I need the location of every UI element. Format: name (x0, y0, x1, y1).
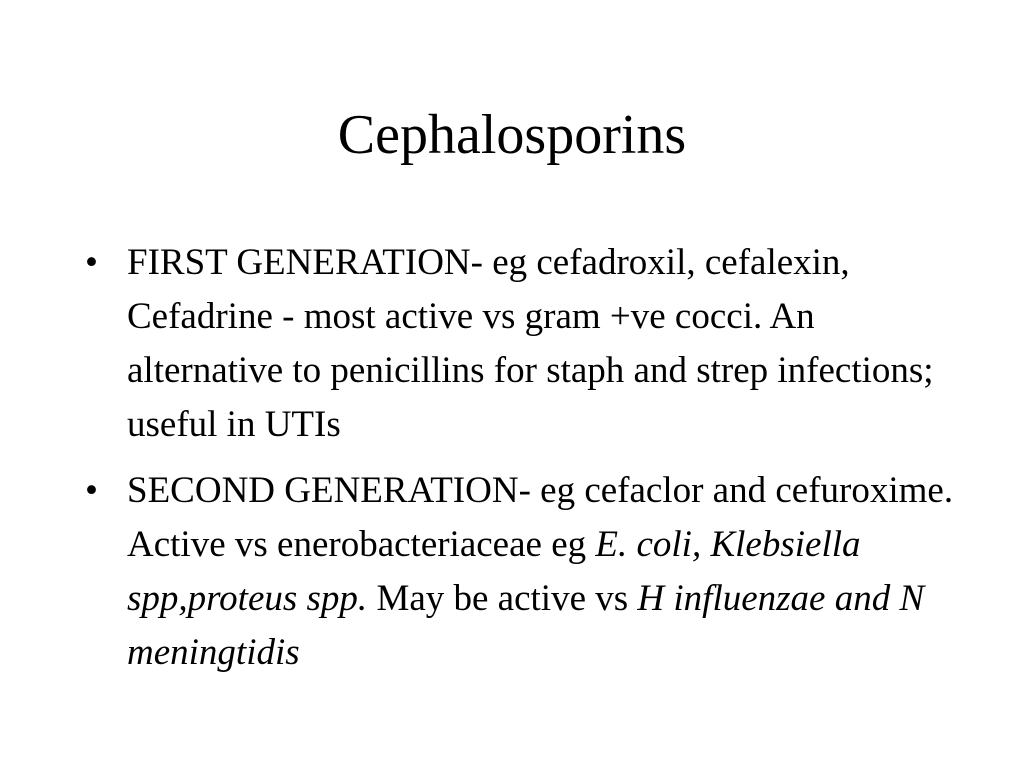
bullet-text-segment: FIRST GENERATION- eg cefadroxil, cefalexin, Cefadrine - most active vs gram +ve cocci. An alternative to penicillins for staph and strep infections; useful in UTIs (127, 242, 934, 445)
bullet-text-segment: SECOND GENERATION- eg cefaclor and cefuroxime. Active vs enerobacteriaceae eg (127, 470, 954, 565)
bullet-item-second-generation (85, 464, 965, 680)
bullet-text-segment: May be active vs (367, 578, 638, 619)
slide-title: Cephalosporins (337, 104, 687, 166)
bullet-marker: • (85, 470, 98, 511)
bullet-text (127, 464, 965, 680)
bullet-marker: • (85, 242, 98, 283)
bullet-text (127, 236, 965, 452)
bullet-list (85, 236, 965, 692)
bullet-text-segment-italic: E. coli, Klebsiella spp,proteus spp. (127, 524, 861, 619)
bullet-item-first-generation (85, 236, 965, 452)
bullet-text-segment-italic: H influenzae and N meningtidis (127, 578, 925, 673)
